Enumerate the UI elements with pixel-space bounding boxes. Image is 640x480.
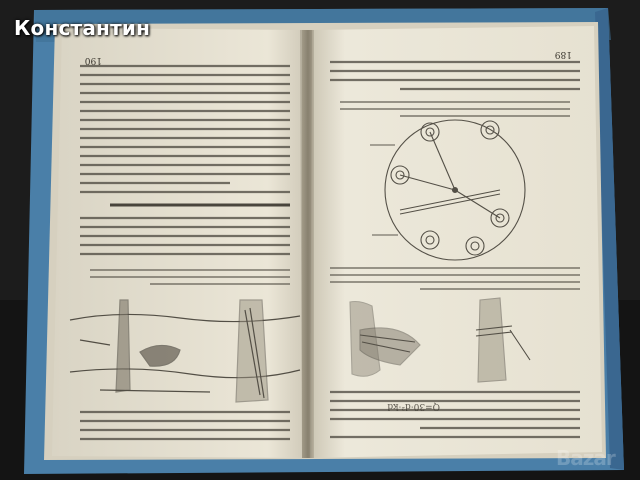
right-page-number: 189 — [554, 49, 572, 59]
right-page — [310, 26, 602, 458]
left-page-text-top — [80, 66, 290, 192]
left-page-number: 190 — [84, 55, 102, 65]
seller-name-overlay: Константин — [14, 16, 151, 40]
site-watermark: Bazar — [556, 446, 615, 470]
formula-glyph: Q=30·d²·kd — [387, 401, 440, 411]
